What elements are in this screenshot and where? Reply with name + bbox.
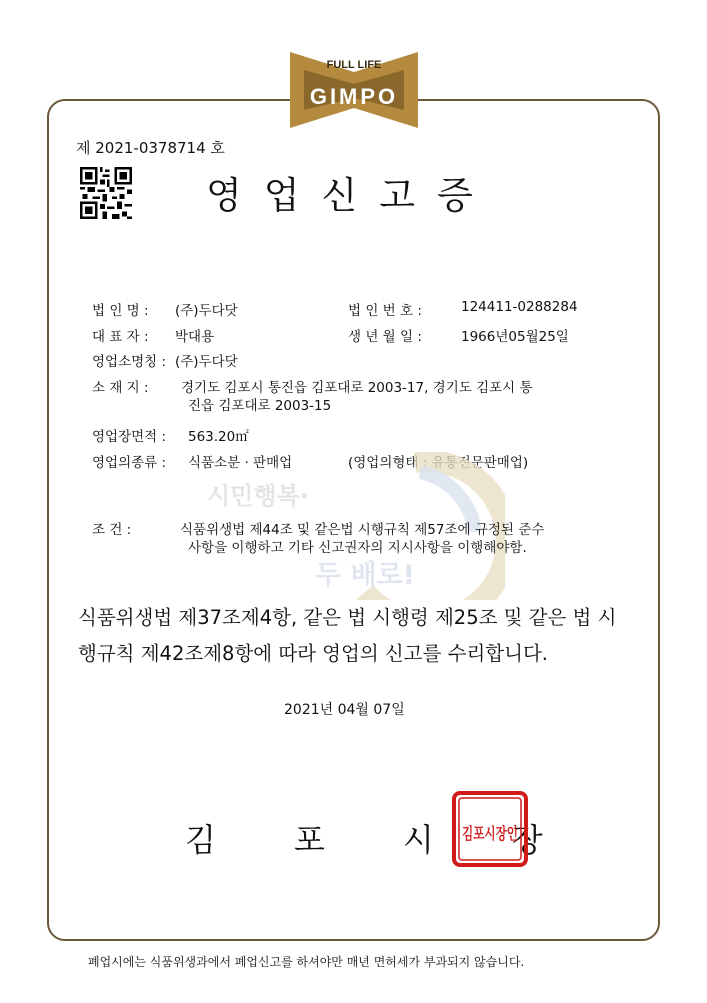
document-number: 제 2021-0378714 호	[76, 139, 225, 157]
area-label: 영업장면적 :	[92, 429, 167, 445]
watermark-line2: 두 배로!	[315, 560, 415, 591]
corp-name-label: 법 인 명 :	[92, 303, 149, 319]
footer-notice: 폐업시에는 식품위생과에서 폐업신고를 하셔야만 매년 면허세가 부과되지 않습니다.	[88, 955, 525, 969]
corp-number-value: 124411-0288284	[461, 299, 578, 315]
business-name-value: (주)두다닷	[175, 354, 238, 370]
qr-code-icon	[80, 167, 132, 219]
logo-main-text: GIMPO	[309, 84, 399, 109]
area-value: 563.20㎡	[188, 429, 249, 445]
conditions-value-line2: 사항을 이행하고 기타 신고권자의 지시사항을 이행해야함.	[188, 540, 527, 556]
birth-date-value: 1966년05월25일	[461, 329, 569, 345]
logo-top-text: FULL LIFE	[326, 59, 382, 71]
representative-label: 대 표 자 :	[92, 329, 149, 345]
representative-value: 박대용	[175, 329, 215, 345]
seal-text: 김포시장인	[462, 824, 518, 843]
corp-number-label: 법 인 번 호 :	[348, 303, 422, 319]
business-type-value: 식품소분 · 판매업	[188, 455, 293, 471]
conditions-label: 조 건 :	[92, 522, 132, 538]
approval-statement: 식품위생법 제37조제4항, 같은 법 시행령 제25조 및 같은 법 시행규칙 제42조제8항에 따라 영업의 신고를 수리합니다.	[78, 606, 617, 665]
corp-name-value: (주)두다닷	[175, 303, 238, 319]
gimpo-logo	[290, 52, 418, 128]
address-label: 소 재 지 :	[92, 380, 149, 396]
conditions-value-line1: 식품위생법 제44조 및 같은법 시행규칙 제57조에 규정된 준수	[180, 522, 545, 538]
address-value-line2: 진읍 김포대로 2003-15	[188, 398, 332, 414]
issuer-name: 김포시장	[185, 821, 621, 859]
watermark-line1: 시민행복·	[207, 482, 309, 510]
birth-date-label: 생 년 월 일 :	[348, 329, 422, 345]
business-name-label: 영업소명칭 :	[92, 354, 167, 370]
business-form-value: (영업의형태 : 유통전문판매업)	[348, 455, 529, 471]
certificate-title: 영업신고증	[206, 174, 495, 217]
address-value-line1: 경기도 김포시 통진읍 김포대로 2003-17, 경기도 김포시 통	[181, 380, 533, 396]
official-seal-icon	[452, 791, 528, 867]
business-type-label: 영업의종류 :	[92, 455, 167, 471]
issue-date: 2021년 04월 07일	[284, 702, 405, 718]
